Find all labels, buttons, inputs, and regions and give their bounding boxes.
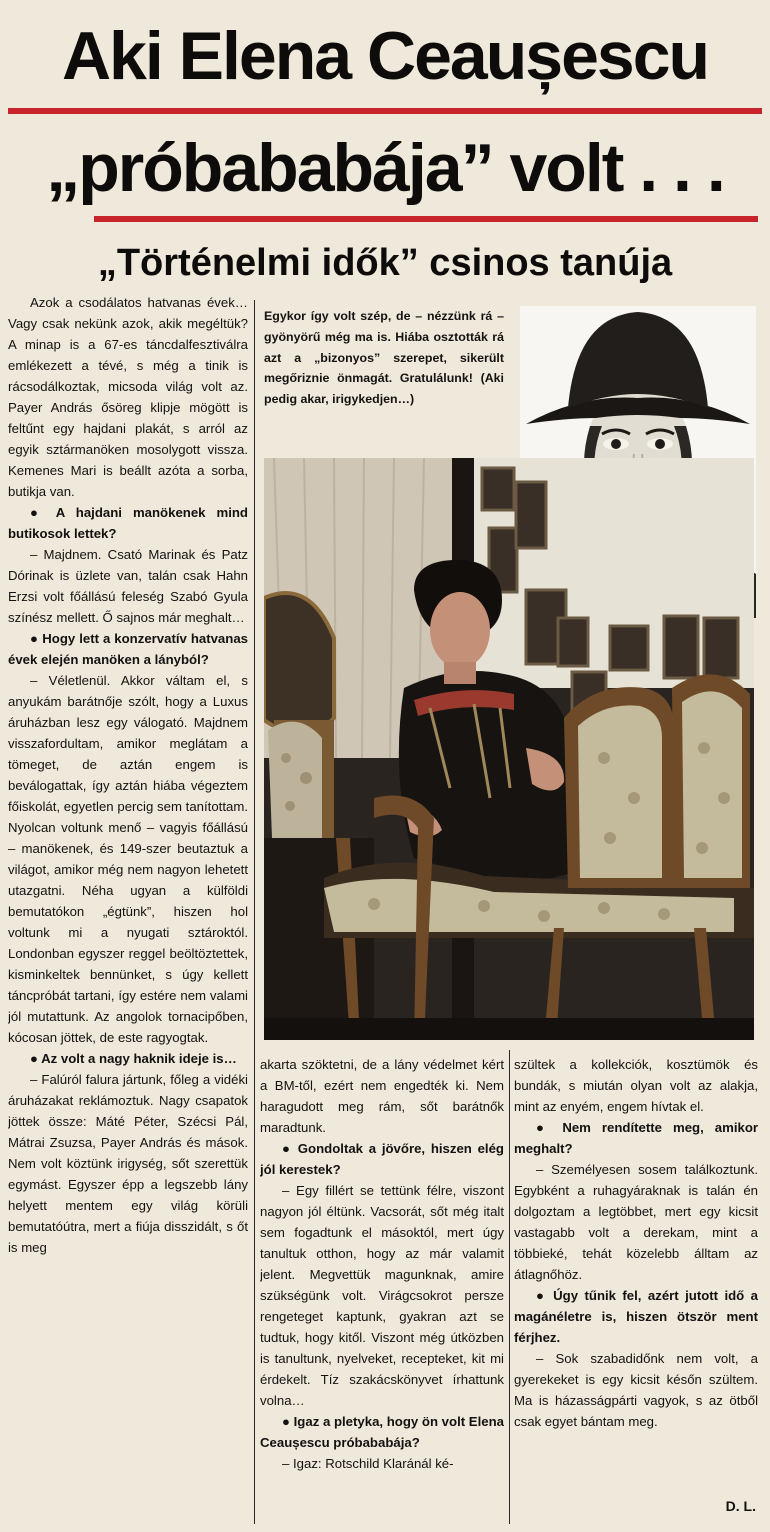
column-rule-1 [254,300,255,1524]
bullet-icon: ● [30,505,56,520]
question: ● Úgy tűnik fel, azért jutott idő a magánéletre is, hiszen ötször ment férjhez. [514,1288,758,1345]
bullet-icon: ● [536,1288,554,1303]
bullet-icon: ● [282,1141,298,1156]
author-signature: D. L. [725,1498,756,1514]
paragraph: – Sok szabadidőnk nem volt, a gyerekeket is egy kicsit későn szültem. Ma is házasságpárti vagyok, s az ötből csak egyet bántam meg. [514,1351,758,1429]
paragraph-continued: akarta szöktetni, de a lány védelmet kért a BM-től, ezért nem engedték ki. Nem haragudott meg rám, sőt barátnők maradtunk. [260,1057,504,1135]
subtitle: „Történelmi idők” csinos tanúja [97,242,673,284]
column-rule-2 [509,1050,510,1524]
article-column-2 [260,1054,504,1524]
paragraph: – Falúról falura jártunk, főleg a vidéki áruházakat reklámoztuk. Nagy csapatok jöttek össze: Máté Péter, Szécsi Pál, Mátrai Zsuzsa, Payer András és mások. Nem volt köztünk irigység, sőt szerettük egymást. Egyszer épp a legszebb lány helyett mentem egy világ körüli bemutatóútra, mert a fiúja disszidált, s őt is meg [8,1072,248,1255]
bullet-icon: ● [282,1414,294,1429]
question: ● Az volt a nagy haknik ideje is… [30,1051,237,1066]
headline-underline-2 [94,216,758,222]
bullet-icon: ● [30,631,43,646]
paragraph: – Egy fillért se tettünk félre, viszont nagyon jól éltünk. Vacsorát, sőt még italt sem fogadtunk el másoktól, mert úgy tanultuk otthon, hogy az már valamit jelent. Megvettük magunknak, amire szükségünk volt. Virágcsokrot persze rengeteget kaptunk, gyakran azt se tudtuk, hogy kitől. Viszont még útközben is tanultunk, nyelveket, recepteket, kit mi érdekelt. Tíz szakácskönyvet írhattunk volna… [260,1183,504,1408]
question: ● Igaz a pletyka, hogy ön volt Elena Ceaușescu próbababája? [260,1414,504,1450]
article-column-3 [514,1054,758,1524]
question: ● Gondoltak a jövőre, hiszen elég jól kerestek? [260,1141,504,1177]
question: ● Hogy lett a konzervatív hatvanas évek elején manöken a lányból? [8,631,248,667]
paragraph: – Személyesen sosem találkoztunk. Egybként a ruhagyáraknak is talán én dolgoztam a legtöbbet, mert egy kicsit vastagabb volt a derekam, mint a többieké, tehát közelebb álltam az átlagnőhöz. [514,1162,758,1282]
interior-illustration [264,458,754,1040]
headline-underline-1 [8,108,762,114]
headline-line-2: „próbababája” volt . . . [46,130,724,206]
paragraph: – Majdnem. Csató Marinak és Patz Dórinak is üzlete van, talán csak Hahn Erzsi volt főállású feleség Szabó Gyula színész mellett. Ő sajnos már meghalt… [8,547,248,625]
paragraph: Azok a csodálatos hatvanas évek… Vagy csak nekünk azok, akik megéltük? A minap is a 67-es táncdalfesztiválra emlékezett a tévé, s még a tinik is rácsodálkoztak, micsoda világ volt az. Payer András ősöreg klipje mögött is feltűnt egy hajdani plakát, s arról az egyik sztármanöken mosolygott vissza. Kemenes Mari is beállt azóta a sorba, butikja van. [8,295,248,499]
paragraph: – Véletlenül. Akkor váltam el, s anyukám barátnője szólt, hogy a Luxus áruházban lesz egy válogató. Majdnem visszafordultam, amikor meglátam a tömeget, de aztán engem is beválogattak, így aztán hiába végeztem főiskolát, egyetlen percig sem tanítottam. Nyolcan voltunk menő – vagyis főállású – manökenek, és 149-szer beutaztuk a világot, amikor még nem nagyon lehetett utazgatni. Néha ugyan a külföldi bemutatókon „égtünk”, hiszen hol voltunk mi a nyugati sztároktól. Londonban egyszer reggel beöltöztettek, kisminkeltek bennünket, s úgy kellett táncpróbát tartani, így estére nem valami jól mutattunk. Az angolok tornacipőben, kócosan jöttek, de este ragyogtak. [8,673,248,1045]
bullet-icon: ● [30,1051,42,1066]
photo-caption: Egykor így volt szép, de – nézzünk rá – gyönyörű még ma is. Hiába osztották rá azt a „bizonyos” szerepet, sikerült megőriznie önmagát. Gratulálunk! (Aki pedig akar, irigykedjen…) [264,309,504,407]
question: ● A hajdani manökenek mind butikosok lettek? [8,505,248,541]
interior-photo [264,458,754,1040]
paragraph: – Igaz: Rotschild Klaránál ké- [282,1456,454,1471]
article-column-1 [8,292,248,1524]
bullet-icon: ● [536,1120,563,1135]
headline-line-1: Aki Elena Ceaușescu [61,18,709,94]
paragraph-continued: szültek a kollekciók, kosztümök és bundák, s miután olyan volt az alakja, mint az enyém, engem hívtak el. [514,1057,758,1114]
question: ● Nem rendítette meg, amikor meghalt? [514,1120,758,1156]
